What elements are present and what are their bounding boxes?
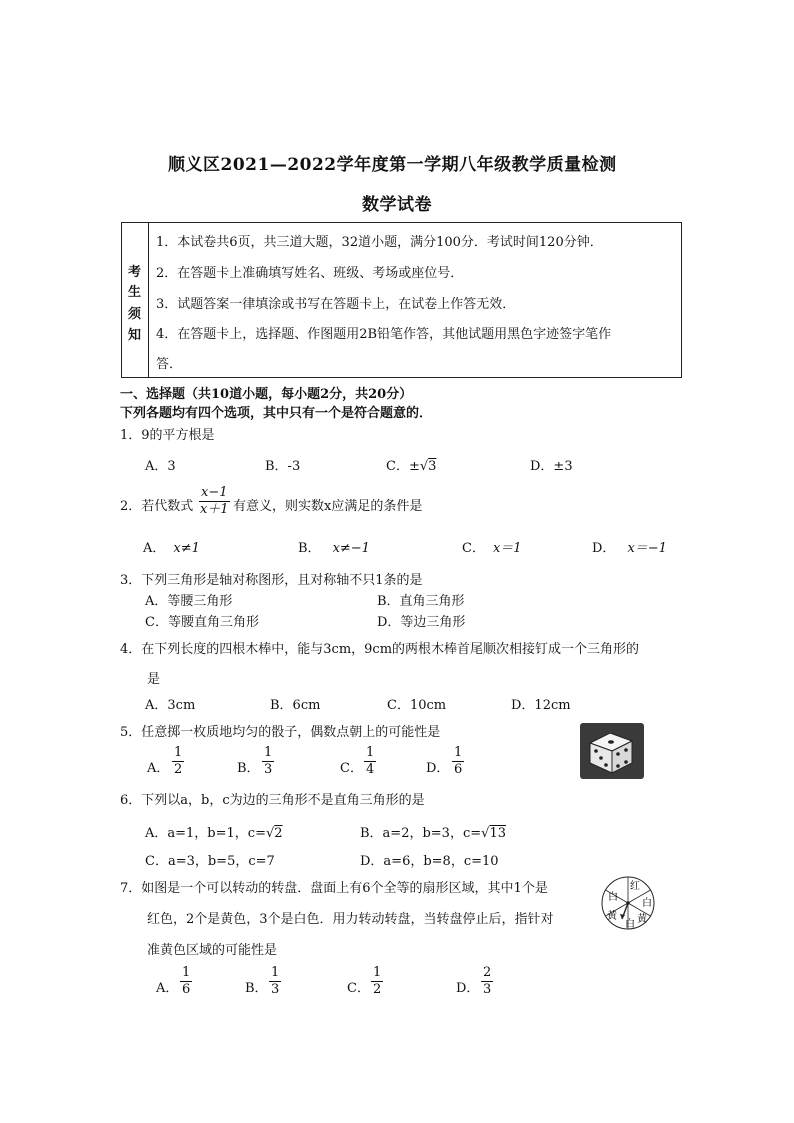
q3-option-c: C．等腰直角三角形 xyxy=(145,615,259,630)
q2-option-c xyxy=(462,537,522,556)
q2-option-b xyxy=(298,537,370,556)
section-instruction: 下列各题均有四个选项，其中只有一个是符合题意的． xyxy=(120,406,433,421)
sqrt-sign: √ xyxy=(481,826,490,841)
denominator: 2 xyxy=(373,982,382,997)
q2-stem-pre: 2．若代数式 xyxy=(120,499,194,514)
spinner-icon xyxy=(600,875,656,931)
notice-side-label xyxy=(122,223,149,377)
option-text: B．a=2，b=3，c= xyxy=(360,826,482,841)
notice-item: 4．在答题卡上，选择题、作图题用2B铅笔作答，其他试题用黑色字迹签字笔作 xyxy=(156,327,612,342)
q4-stem-cont: 是 xyxy=(147,672,161,687)
option-value: x≠1 xyxy=(173,541,200,556)
q4-stem: 4．在下列长度的四根木棒中，能与3cm，9cm的两根木棒首尾顺次相接钉成一个三角形的 xyxy=(120,642,640,657)
notice-item: 2．在答题卡上准确填写姓名、班级、考场或座位号． xyxy=(156,266,464,281)
q5-fraction-b xyxy=(262,745,274,778)
q5-label-c: C． xyxy=(340,761,363,776)
q2-numerator: x−1 xyxy=(201,485,228,500)
option-label: A． xyxy=(143,541,166,556)
notice-side-char: 考 xyxy=(128,265,142,280)
notice-item: 答． xyxy=(156,357,183,372)
q4-option-d: D．12cm xyxy=(511,698,571,713)
q6-option-c: C．a=3，b=5，c=7 xyxy=(145,854,275,869)
denominator: 3 xyxy=(483,982,492,997)
q5-fraction-a xyxy=(172,745,184,778)
radicand: 13 xyxy=(489,826,506,841)
exam-title: 顺义区2021—2022学年度第一学期八年级教学质量检测 xyxy=(168,155,617,175)
q6-option-b xyxy=(360,822,506,841)
option-value: x＝1 xyxy=(492,541,522,556)
option-label: D． xyxy=(592,541,616,556)
q5-label-d: D． xyxy=(426,761,450,776)
numerator: 1 xyxy=(182,965,191,980)
radicand: 2 xyxy=(274,826,283,841)
q1-option-a: A．3 xyxy=(145,459,176,474)
section-heading: 一、选择题（共10道小题，每小题2分，共20分） xyxy=(120,387,413,402)
q7-fraction-b xyxy=(269,965,281,998)
spinner-illustration xyxy=(600,875,656,931)
option-label: B． xyxy=(298,541,321,556)
q7-label-c: C． xyxy=(347,981,370,996)
sector-label: 黄 xyxy=(637,914,647,925)
denominator: 3 xyxy=(264,762,273,777)
q7-fraction-c xyxy=(371,965,383,998)
sector-label: 白 xyxy=(625,919,635,930)
option-text: A．a=1，b=1，c= xyxy=(145,826,266,841)
q2-fraction xyxy=(199,485,230,518)
numerator: 1 xyxy=(174,745,183,760)
q7-label-d: D． xyxy=(456,981,480,996)
q7-label-b: B． xyxy=(245,981,268,996)
q7-line-3: 准黄色区域的可能性是 xyxy=(147,943,278,958)
q7-label-a: A． xyxy=(156,981,179,996)
numerator: 1 xyxy=(373,965,382,980)
q1-option-d: D．±3 xyxy=(530,459,573,474)
q1-option-c-label: C．± xyxy=(386,459,420,474)
option-value: x＝−1 xyxy=(627,541,667,556)
q6-stem: 6．下列以a，b，c为边的三角形不是直角三角形的是 xyxy=(120,793,425,808)
q3-option-d: D．等边三角形 xyxy=(377,615,466,630)
exam-subtitle: 数学试卷 xyxy=(362,195,432,215)
sector-label: 红 xyxy=(630,881,640,892)
q2-stem-post: 有意义，则实数x应满足的条件是 xyxy=(233,499,423,514)
notice-side-char: 须 xyxy=(128,307,142,322)
q1-option-c-radicand: 3 xyxy=(428,459,437,474)
q2-denominator: x＋1 xyxy=(199,502,229,517)
q6-option-a xyxy=(145,822,283,841)
option-label: C． xyxy=(462,541,485,556)
sqrt-sign: √ xyxy=(265,826,275,841)
q4-option-c: C．10cm xyxy=(387,698,447,713)
q1-option-b: B．-3 xyxy=(265,459,301,474)
q2-option-d xyxy=(592,537,667,556)
q6-option-d: D．a=6，b=8，c=10 xyxy=(360,854,499,869)
numerator: 1 xyxy=(271,965,280,980)
q7-line-2: 红色，2个是黄色，3个是白色．用力转动转盘，当转盘停止后，指针对 xyxy=(147,912,554,927)
denominator: 3 xyxy=(271,982,280,997)
q3-stem: 3．下列三角形是轴对称图形，且对称轴不只1条的是 xyxy=(120,573,423,588)
notice-item: 3．试题答案一律填涂或书写在答题卡上，在试卷上作答无效． xyxy=(156,297,516,312)
notice-side-char: 生 xyxy=(128,285,142,300)
q7-fraction-a xyxy=(180,965,192,998)
q5-label-b: B． xyxy=(237,761,260,776)
notice-item: 1．本试卷共6页，共三道大题，32道小题，满分100分．考试时间120分钟． xyxy=(156,235,603,250)
q5-fraction-c xyxy=(364,745,376,778)
q3-option-a: A．等腰三角形 xyxy=(145,594,233,609)
option-value: x≠−1 xyxy=(332,541,370,556)
q5-label-a: A． xyxy=(147,761,170,776)
sqrt-sign: √ xyxy=(419,459,429,474)
numerator: 1 xyxy=(264,745,273,760)
q4-option-a: A．3cm xyxy=(145,698,196,713)
q7-line-1: 7．如图是一个可以转动的转盘．盘面上有6个全等的扇形区域，其中1个是 xyxy=(120,881,548,896)
notice-side-char: 知 xyxy=(128,328,142,343)
numerator: 2 xyxy=(483,965,492,980)
q1-stem: 1．9的平方根是 xyxy=(120,428,215,443)
sector-label: 白 xyxy=(642,898,652,909)
q2-option-a xyxy=(143,537,200,556)
q5-fraction-d xyxy=(452,745,464,778)
q1-option-c xyxy=(386,455,436,474)
q7-fraction-d xyxy=(481,965,493,998)
sector-label: 黄 xyxy=(607,911,617,922)
denominator: 2 xyxy=(174,762,183,777)
q5-stem: 5．任意掷一枚质地均匀的骰子，偶数点朝上的可能性是 xyxy=(120,725,441,740)
denominator: 6 xyxy=(454,762,463,777)
denominator: 6 xyxy=(182,982,191,997)
q3-option-b: B．直角三角形 xyxy=(377,594,465,609)
numerator: 1 xyxy=(454,745,463,760)
numerator: 1 xyxy=(366,745,375,760)
denominator: 4 xyxy=(366,762,375,777)
dice-illustration xyxy=(580,723,644,779)
dice-icon xyxy=(580,723,644,779)
notice-box xyxy=(121,222,682,378)
q4-option-b: B．6cm xyxy=(270,698,321,713)
sector-label: 白 xyxy=(608,892,618,903)
